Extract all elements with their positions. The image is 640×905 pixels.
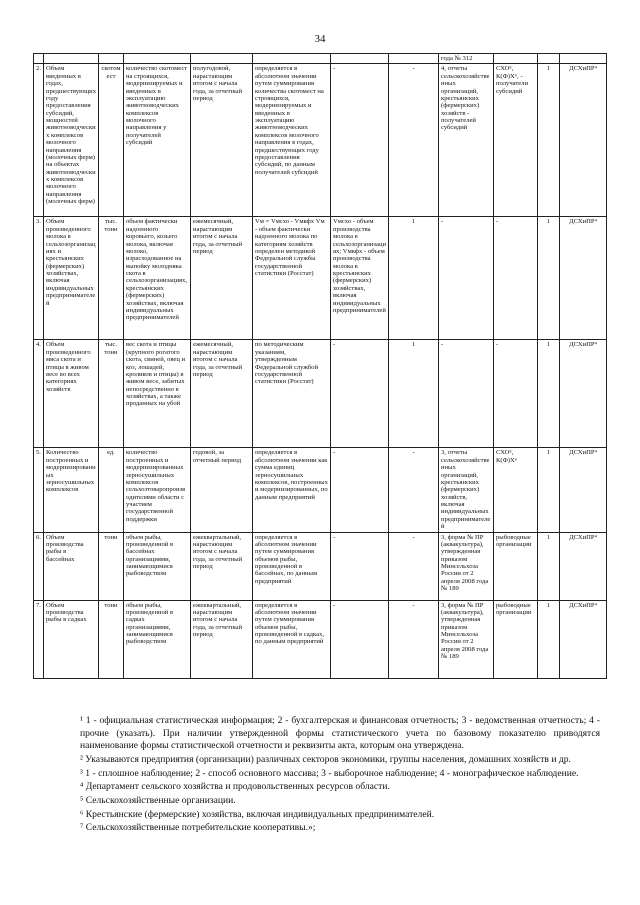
table-row [34, 600, 607, 678]
cell-org: ДСХиПР⁴ [560, 532, 607, 600]
cell-algorithm: по методическим указаниям, утвержденным Федеральной службой государственной статистики (Росстат) [253, 340, 331, 448]
page-number: 34 [314, 33, 326, 45]
cell-responsible: СХО⁵, К(Ф)Х⁶ [494, 448, 538, 532]
cell-indicators: - [331, 340, 389, 448]
cell-periodicity: годовой, за отчетный период [191, 448, 253, 532]
cell-num: 2. [34, 64, 44, 217]
cell-org: ДСХиПР⁴ [560, 340, 607, 448]
footnote-3: ³ 1 - сплошное наблюдение; 2 - способ основного массива; 3 - выборочное наблюдение; 4 - монографическое наблюдение. [80, 767, 579, 779]
cell-definition: объем рыбы, произведенной в бассейнах организациями, занимающимися рыбоводством [124, 532, 191, 600]
footnote-5: ⁵ Сельскохозяйственные организации. [80, 794, 236, 806]
footnote-4: ⁴ Департамент сельского хозяйства и продовольственных ресурсов области. [80, 781, 390, 793]
cell-algorithm: Vм = Vмсхо - Vмкфх Vм - объем фактически надоенного молока по категориям хозяйств определен методикой Федеральной службы государственной статистики (Росстат) [253, 217, 331, 340]
cell-definition: объем рыбы, произведенной в садках организациями, занимающимися рыбоводством [124, 600, 191, 678]
cell-periodicity: полугодовой, нарастающим итогом с начала года, за отчетный период [191, 64, 253, 217]
cell-source: - [439, 340, 494, 448]
cell-indicators: - [331, 600, 389, 678]
cell-name: Объем производства рыбы в бассейнах [44, 532, 99, 600]
cell-algorithm: определяется в абсолютном значении путем суммирования объемов рыбы, произведенной в бассейнах, по данным предприятий [253, 532, 331, 600]
footnote-6: ⁶ Крестьянские (фермерские) хозяйства, включая индивидуальных предпринимателей. [80, 808, 435, 820]
table-row [34, 448, 607, 532]
cell-method: 1 [389, 340, 439, 448]
cell-indicators: - [331, 64, 389, 217]
cell-algorithm: определяется в абсолютном значении как сумма единиц зерносушильных комплексов, построенных и модернизированных, по данным предприятий [253, 448, 331, 532]
cell-name: Объем производства рыбы в садках [44, 600, 99, 678]
cell-unit: ед. [99, 448, 124, 532]
cell-definition: количество построенных и модернизированных зерносушильных комплексов сельхозтоваропроизводителями области с участием государственной поддержки [124, 448, 191, 532]
table-row [34, 64, 607, 217]
cell-method: - [389, 448, 439, 532]
cell-unit: тыс. тонн [99, 340, 124, 448]
cell-org: ДСХиПР⁴ [560, 64, 607, 217]
cell-periodicity: ежеквартальный, нарастающим итогом с начала года, за отчетный период [191, 600, 253, 678]
cell-responsible: рыбоводные организации [494, 600, 538, 678]
table-row-top [34, 54, 607, 64]
cell-responsible: СХО⁵, К(Ф)Х⁶, - получатели субсидий [494, 64, 538, 217]
cell-source: 3, форма № ПР (аквакультура), утвержденная приказом Минсельхоза России от 2 апреля 2008 года № 189 [439, 600, 494, 678]
cell-unit: тыс. тонн [99, 217, 124, 340]
cell-source: - [439, 217, 494, 340]
cell-code: 1 [538, 600, 560, 678]
cell-definition: вес скота и птицы (крупного рогатого скота, свиней, овец и коз, лошадей, кроликов и птицы) в живом весе, забитых непосредственно в хозяйствах, а также проданных на убой [124, 340, 191, 448]
footnote-2: ² Указываются предприятия (организации) различных секторов экономики, группы населения, домашних хозяйств и др. [80, 753, 571, 765]
cell-name: Объем введенных в годах, предшествующих году предоставления субсидий, мощностей животноводческих комплексов молочного направления (молочных ферм) на объектах животноводческих комплексов молочного направления (молочных ферм) [44, 64, 99, 217]
cell-code: 1 [538, 217, 560, 340]
cell-periodicity: ежемесячный, нарастающим итогом с начала года, за отчетный период [191, 340, 253, 448]
cell-name: Количество построенных и модернизированных зерносушильных комплексов [44, 448, 99, 532]
cell-code: 1 [538, 448, 560, 532]
cell-source: 4, отчеты сельскохозяйственных организаций, крестьянских (фермерских) хозяйств - получателей субсидий [439, 64, 494, 217]
cell-indicators: - [331, 532, 389, 600]
cell-org: ДСХиПР⁴ [560, 217, 607, 340]
cell-method: - [389, 64, 439, 217]
cell-responsible: - [494, 217, 538, 340]
table-row [34, 532, 607, 600]
cell-num: 4. [34, 340, 44, 448]
footnotes [80, 715, 600, 836]
cell-method: - [389, 532, 439, 600]
table-row [34, 217, 607, 340]
cell-definition: объем фактически надоенного коровьего, козьего молока, включая молоко, израсходованное на выпойку молодняка скота в сельхозорганизациях, крестьянских (фермерских) хозяйствах, включая индивидуальных предпринимателей [124, 217, 191, 340]
cell-code: 1 [538, 340, 560, 448]
cell-num: 5. [34, 448, 44, 532]
cell-num: 7. [34, 600, 44, 678]
cell-method: - [389, 600, 439, 678]
cell-definition: количество скотомест на строящихся, модернизируемых и введенных в эксплуатацию животноводческих комплексов молочного направления у получателей субсидий [124, 64, 191, 217]
cell-num: 3. [34, 217, 44, 340]
footnote-1: ¹ 1 - официальная статистическая информация; 2 - бухгалтерская и финансовая отчетность; 3 - ведомственная отчетность; 4 - прочие (указать). При наличии утвержденной формы статистического учета по базовому показателю приводятся наименование формы статистической отчетности и реквизиты акта, которым она утверждена. [80, 715, 600, 752]
cell-code: 1 [538, 64, 560, 217]
cell-algorithm: определяется в абсолютном значении путем суммирования объемов рыбы, произведенной в садках, по данным предприятий [253, 600, 331, 678]
cell-responsible: - [494, 340, 538, 448]
cell-name: Объем произведенного молока в сельхозорганизациях и крестьянских (фермерских) хозяйствах, включая индивидуальных предпринимателей [44, 217, 99, 340]
cell-source: 3, отчеты сельскохозяйственных организаций, крестьянских (фермерских) хозяйств, включая индивидуальных предпринимателей [439, 448, 494, 532]
indicators-table [33, 53, 607, 679]
table-row [34, 340, 607, 448]
top-cell: года № 312 [439, 54, 494, 64]
cell-num: 6. [34, 532, 44, 600]
cell-org: ДСХиПР⁴ [560, 600, 607, 678]
cell-org: ДСХиПР⁴ [560, 448, 607, 532]
cell-periodicity: ежеквартальный, нарастающим итогом с начала года, за отчетный период [191, 532, 253, 600]
cell-unit: тонн [99, 532, 124, 600]
cell-source: 3, форма № ПР (аквакультура), утвержденная приказом Минсельхоза России от 2 апреля 2008 года № 189 [439, 532, 494, 600]
cell-indicators: - [331, 448, 389, 532]
cell-periodicity: ежемесячный, нарастающим итогом с начала года, за отчетный период [191, 217, 253, 340]
cell-code: 1 [538, 532, 560, 600]
cell-unit: тонн [99, 600, 124, 678]
cell-unit: скотомест [99, 64, 124, 217]
cell-responsible: рыбоводные организации [494, 532, 538, 600]
cell-name: Объем произведенного мяса скота и птицы в живом весе во всех категориях хозяйств [44, 340, 99, 448]
footnote-7: ⁷ Сельскохозяйственные потребительские кооперативы.»; [80, 822, 316, 834]
cell-indicators: Vмсхо - объем производства молока в сельхозорганизациях; Vмкфх - объем производства молока в крестьянских (фермерских) хозяйствах, включая индивидуальных предпринимателей [331, 217, 389, 340]
cell-algorithm: определяется в абсолютном значении путем суммирования количества скотомест на строящихся, модернизируемых и введенных в эксплуатацию животноводческих комплексов молочного направления в годах, предшествующих году предоставления субсидий, по данным получателей субсидий [253, 64, 331, 217]
cell-method: 1 [389, 217, 439, 340]
